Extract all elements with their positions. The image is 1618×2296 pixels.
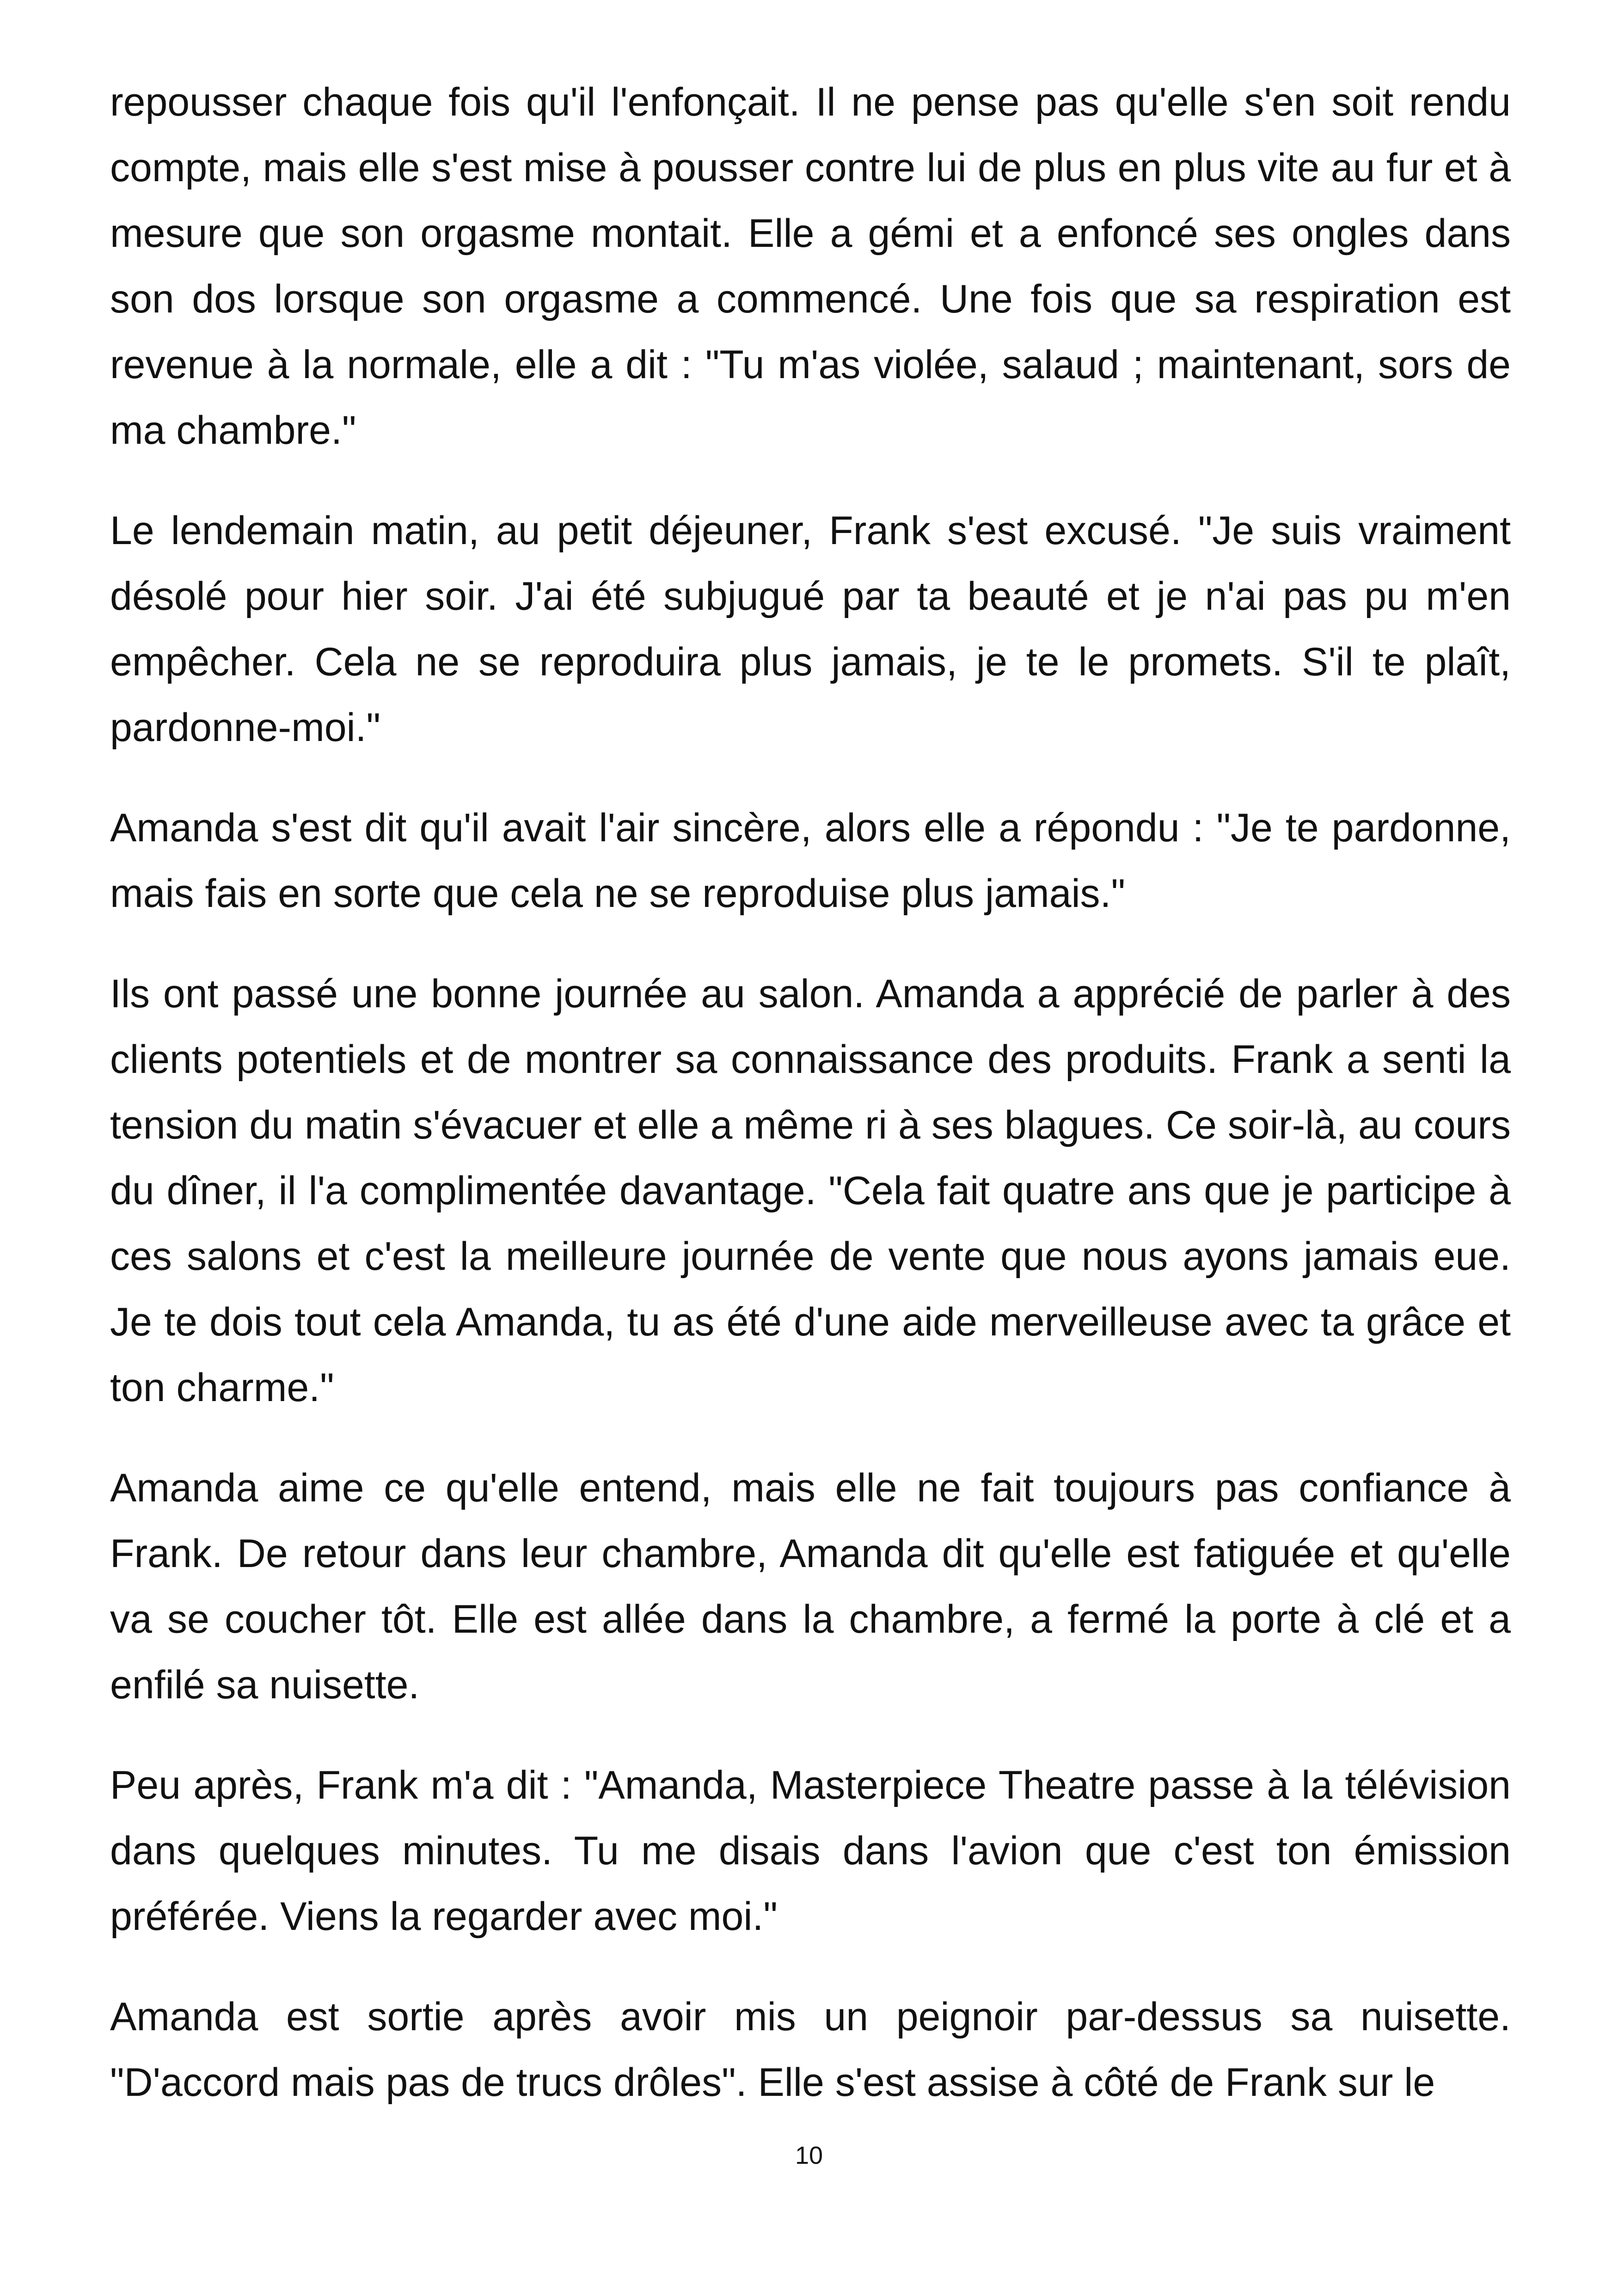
document-page [110, 69, 1511, 2150]
paragraph-6: Peu après, Frank m'a dit : "Amanda, Masterpiece Theatre passe à la télévision dans quelques minutes. Tu me disais dans l'avion que c'est ton émission préférée. Viens la regarder avec moi." [110, 1763, 1511, 1939]
paragraph-7: Amanda est sortie après avoir mis un peignoir par-dessus sa nuisette. "D'accord mais pas de trucs drôles". Elle s'est assise à côté de Frank sur le [110, 1995, 1511, 2105]
paragraph-2: Le lendemain matin, au petit déjeuner, Frank s'est excusé. "Je suis vraiment désolé pour hier soir. J'ai été subjugué par ta beauté et je n'ai pas pu m'en empêcher. Cela ne se reproduira plus jamais, je te le promets. S'il te plaît, pardonne-moi." [110, 508, 1511, 750]
page-number: 10 [795, 2142, 823, 2169]
paragraph-3: Amanda s'est dit qu'il avait l'air sincère, alors elle a répondu : "Je te pardonne, mais fais en sorte que cela ne se reproduise plus jamais." [110, 806, 1511, 916]
paragraph-4: Ils ont passé une bonne journée au salon. Amanda a apprécié de parler à des clients potentiels et de montrer sa connaissance des produits. Frank a senti la tension du matin s'évacuer et elle a même ri à ses blagues. Ce soir-là, au cours du dîner, il l'a complimentée davantage. "Cela fait quatre ans que je participe à ces salons et c'est la meilleure journée de vente que nous ayons jamais eue. Je te dois tout cela Amanda, tu as été d'une aide merveilleuse avec ta grâce et ton charme." [110, 972, 1511, 1410]
paragraph-5: Amanda aime ce qu'elle entend, mais elle ne fait toujours pas confiance à Frank. De retour dans leur chambre, Amanda dit qu'elle est fatiguée et qu'elle va se coucher tôt. Elle est allée dans la chambre, a fermé la porte à clé et a enfilé sa nuisette. [110, 1466, 1511, 1707]
paragraph-1: repousser chaque fois qu'il l'enfonçait. Il ne pense pas qu'elle s'en soit rendu compte, mais elle s'est mise à pousser contre lui de plus en plus vite au fur et à mesure que son orgasme montait. Elle a gémi et a enfoncé ses ongles dans son dos lorsque son orgasme a commencé. Une fois que sa respiration est revenue à la normale, elle a dit : "Tu m'as violée, salaud ; maintenant, sors de ma chambre." [110, 80, 1511, 453]
